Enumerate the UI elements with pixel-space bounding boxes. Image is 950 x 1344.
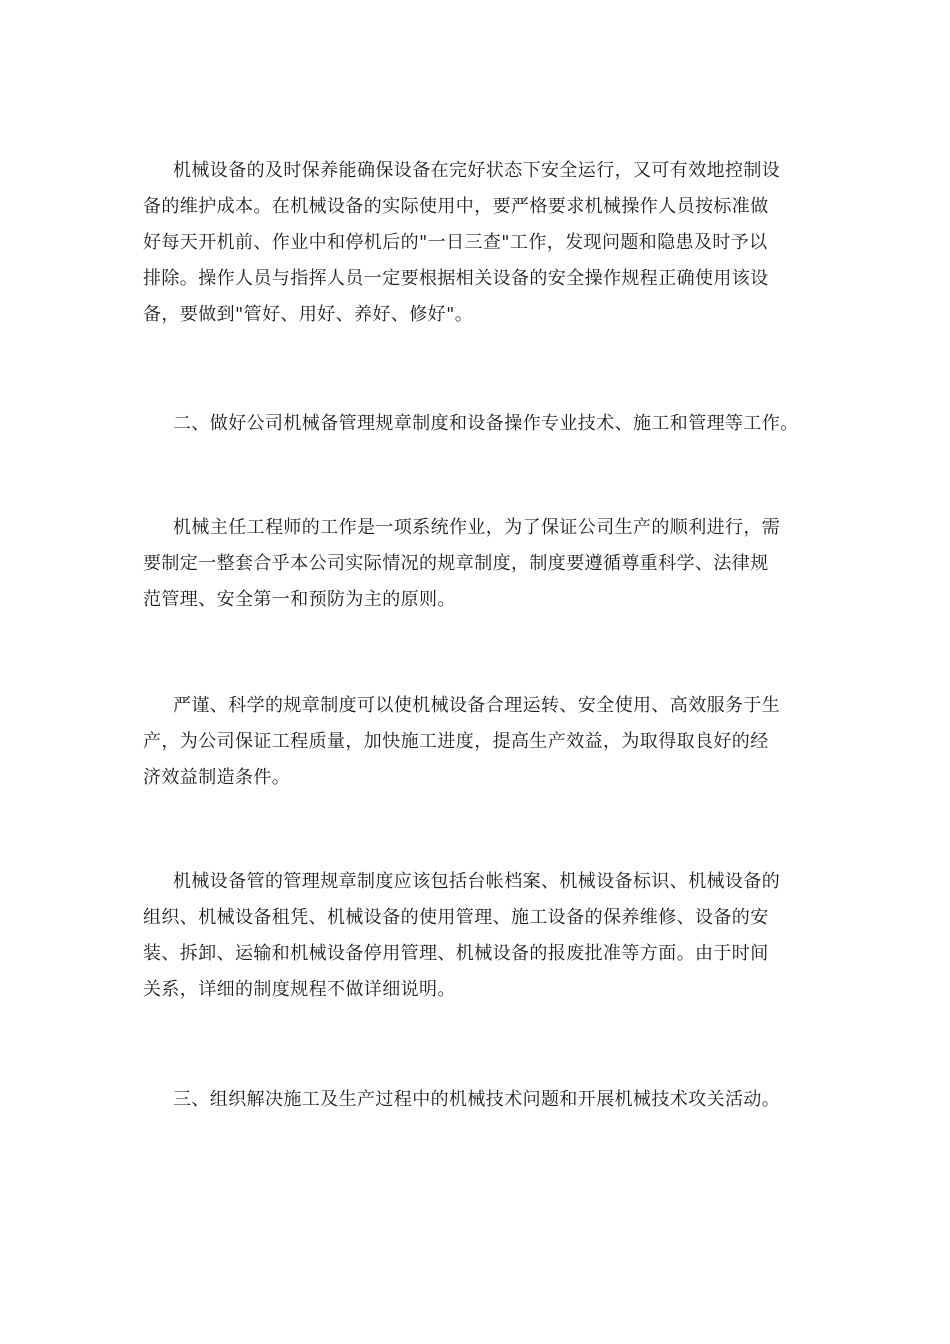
text-line: 备，要做到"管好、用好、养好、修好"。 [143, 304, 474, 325]
text-line: 排除。操作人员与指挥人员一定要根据相关设备的安全操作规程正确使用该设 [143, 268, 769, 289]
text-line: 产，为公司保证工程质量，加快施工进度，提高生产效益，为取得取良好的经 [143, 731, 769, 752]
text-line: 机械设备的及时保养能确保设备在完好状态下安全运行，又可有效地控制设 [173, 160, 781, 181]
text-line: 济效益制造条件。 [143, 767, 291, 788]
heading-line: 三、组织解决施工及生产过程中的机械技术问题和开展机械技术攻关活动。 [173, 1089, 781, 1110]
text-line: 范管理、安全第一和预防为主的原则。 [143, 589, 456, 610]
text-line: 机械主任工程师的工作是一项系统作业，为了保证公司生产的顺利进行，需 [173, 517, 781, 538]
text-line: 备的维护成本。在机械设备的实际使用中，要严格要求机械操作人员按标准做 [143, 196, 769, 217]
text-line: 组织、机械设备租凭、机械设备的使用管理、施工设备的保养维修、设备的安 [143, 907, 769, 928]
section-heading-3 [143, 1082, 823, 1118]
paragraph-rules-benefit [143, 688, 823, 796]
paragraph-maintenance [143, 153, 823, 333]
text-line: 关系，详细的制度规程不做详细说明。 [143, 979, 456, 1000]
text-line: 机械设备管的管理规章制度应该包括台帐档案、机械设备标识、机械设备的 [173, 871, 781, 892]
paragraph-rules-scope [143, 864, 823, 1008]
text-line: 装、拆卸、运输和机械设备停用管理、机械设备的报废批准等方面。由于时间 [143, 943, 769, 964]
paragraph-chief-engineer [143, 510, 823, 618]
section-heading-2 [143, 406, 823, 442]
text-line: 好每天开机前、作业中和停机后的"一日三查"工作，发现问题和隐患及时予以 [143, 232, 768, 253]
text-line: 要制定一整套合乎本公司实际情况的规章制度，制度要遵循尊重科学、法律规 [143, 553, 769, 574]
heading-line: 二、做好公司机械备管理规章制度和设备操作专业技术、施工和管理等工作。 [173, 413, 799, 434]
text-line: 严谨、科学的规章制度可以使机械设备合理运转、安全使用、高效服务于生 [173, 695, 781, 716]
